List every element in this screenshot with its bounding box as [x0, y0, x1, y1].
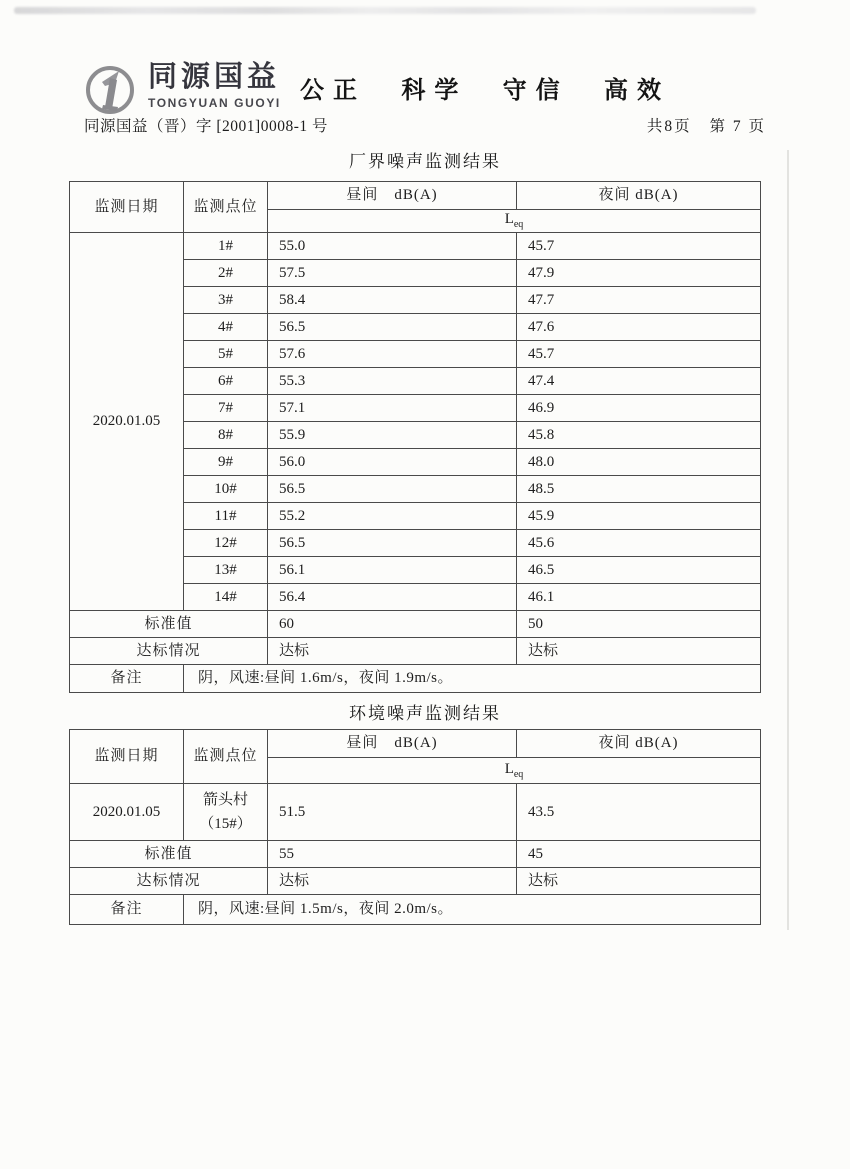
- scan-smudge-artifact: [14, 7, 756, 14]
- night-value-cell: 47.6: [517, 314, 761, 341]
- noise-data-row: [70, 784, 761, 841]
- standard-night-value: 45: [517, 841, 761, 868]
- company-logo: [82, 60, 281, 116]
- night-value-cell: 46.5: [517, 557, 761, 584]
- remark-text: 阴，风速:昼间 1.5m/s，夜间 2.0m/s。: [184, 895, 761, 925]
- standard-day-value: 55: [268, 841, 517, 868]
- logo-text-block: [148, 60, 281, 110]
- col-header-date: 监测日期: [70, 182, 184, 233]
- day-value-cell: 56.5: [268, 476, 517, 503]
- day-value-cell: 56.1: [268, 557, 517, 584]
- monitor-point-cell: 5#: [184, 341, 268, 368]
- point-name-line1: 箭头村: [202, 792, 248, 808]
- night-value-cell: 46.1: [517, 584, 761, 611]
- logo-circle-one-icon: [82, 60, 138, 116]
- night-value-cell: 48.5: [517, 476, 761, 503]
- monitor-point-cell: 12#: [184, 530, 268, 557]
- night-value-cell: 45.9: [517, 503, 761, 530]
- logo-name-cn: 同源国益: [148, 61, 281, 93]
- monitor-point-cell: 10#: [184, 476, 268, 503]
- remark-row: [70, 665, 761, 693]
- compliance-row: [70, 638, 761, 665]
- header-row: [70, 730, 761, 758]
- night-value-cell: 47.9: [517, 260, 761, 287]
- pages-total: 共8页: [646, 118, 692, 135]
- night-value-cell: 45.7: [517, 341, 761, 368]
- compliance-day-value: 达标: [268, 638, 517, 665]
- page-indicator: [633, 114, 766, 136]
- compliance-label: 达标情况: [70, 868, 268, 895]
- standard-label: 标准值: [70, 841, 268, 868]
- leq-label: $L_{eq}$: [268, 758, 761, 784]
- standard-row: [70, 841, 761, 868]
- document-meta-line: [84, 114, 766, 136]
- monitor-date-cell: 2020.01.05: [70, 233, 184, 611]
- monitor-point-cell: 4#: [184, 314, 268, 341]
- night-value-cell: 43.5: [517, 784, 761, 841]
- col-header-day: 昼间 dB(A): [268, 730, 517, 758]
- monitor-point-cell: 11#: [184, 503, 268, 530]
- standard-label: 标准值: [70, 611, 268, 638]
- monitor-point-cell: 6#: [184, 368, 268, 395]
- data-rows-body: [70, 233, 761, 611]
- monitor-point-cell: 2#: [184, 260, 268, 287]
- standard-day-value: 60: [268, 611, 517, 638]
- day-value-cell: 55.3: [268, 368, 517, 395]
- slogan-word: 高效: [603, 78, 670, 104]
- slogan-word: 公正: [300, 78, 366, 104]
- night-value-cell: 45.6: [517, 530, 761, 557]
- night-value-cell: 46.9: [517, 395, 761, 422]
- day-value-cell: 56.0: [268, 449, 517, 476]
- day-value-cell: 57.5: [268, 260, 517, 287]
- page-current: 第 7 页: [709, 118, 766, 135]
- remark-label: 备注: [70, 665, 184, 693]
- point-name-line2: （15#）: [199, 816, 252, 832]
- col-header-night: 夜间 dB(A): [517, 730, 761, 758]
- night-value-cell: 47.4: [517, 368, 761, 395]
- slogan-word: 科学: [401, 78, 468, 104]
- monitor-point-cell: 13#: [184, 557, 268, 584]
- col-header-point: 监测点位: [184, 182, 268, 233]
- standard-night-value: 50: [517, 611, 761, 638]
- monitor-point-cell: [184, 784, 268, 841]
- header-row: [70, 182, 761, 210]
- day-value-cell: 57.1: [268, 395, 517, 422]
- environment-noise-table-title: 环境噪声监测结果: [349, 704, 501, 723]
- col-header-day: 昼间 dB(A): [268, 182, 517, 210]
- monitor-point-cell: 7#: [184, 395, 268, 422]
- environment-noise-table: [69, 729, 761, 925]
- monitor-point-cell: 14#: [184, 584, 268, 611]
- paper-edge-shadow: [787, 150, 789, 930]
- col-header-point: 监测点位: [184, 730, 268, 784]
- document-number: 同源国益（晋）字 [2001]0008-1 号: [84, 118, 328, 135]
- logo-name-en: TONGYUAN GUOYI: [148, 96, 281, 110]
- compliance-day-value: 达标: [268, 868, 517, 895]
- day-value-cell: 55.2: [268, 503, 517, 530]
- compliance-row: [70, 868, 761, 895]
- slogan-row: [300, 70, 670, 105]
- day-value-cell: 56.5: [268, 314, 517, 341]
- night-value-cell: 45.7: [517, 233, 761, 260]
- monitor-point-cell: 9#: [184, 449, 268, 476]
- compliance-night-value: 达标: [517, 638, 761, 665]
- night-value-cell: 45.8: [517, 422, 761, 449]
- monitor-point-cell: 8#: [184, 422, 268, 449]
- remark-row: [70, 895, 761, 925]
- day-value-cell: 56.5: [268, 530, 517, 557]
- compliance-label: 达标情况: [70, 638, 268, 665]
- leq-label: $L_{eq}$: [268, 210, 761, 233]
- night-value-cell: 47.7: [517, 287, 761, 314]
- col-header-date: 监测日期: [70, 730, 184, 784]
- compliance-night-value: 达标: [517, 868, 761, 895]
- night-value-cell: 48.0: [517, 449, 761, 476]
- monitor-date-cell: 2020.01.05: [70, 784, 184, 841]
- slogan-word: 守信: [502, 78, 569, 104]
- factory-noise-table: [69, 181, 761, 693]
- noise-data-row: [70, 233, 761, 260]
- factory-noise-table-title: 厂界噪声监测结果: [349, 152, 501, 171]
- day-value-cell: 51.5: [268, 784, 517, 841]
- monitor-point-cell: 3#: [184, 287, 268, 314]
- monitor-point-cell: 1#: [184, 233, 268, 260]
- remark-label: 备注: [70, 895, 184, 925]
- day-value-cell: 55.9: [268, 422, 517, 449]
- standard-row: [70, 611, 761, 638]
- day-value-cell: 58.4: [268, 287, 517, 314]
- day-value-cell: 55.0: [268, 233, 517, 260]
- day-value-cell: 57.6: [268, 341, 517, 368]
- col-header-night: 夜间 dB(A): [517, 182, 761, 210]
- day-value-cell: 56.4: [268, 584, 517, 611]
- remark-text: 阴，风速:昼间 1.6m/s，夜间 1.9m/s。: [184, 665, 761, 693]
